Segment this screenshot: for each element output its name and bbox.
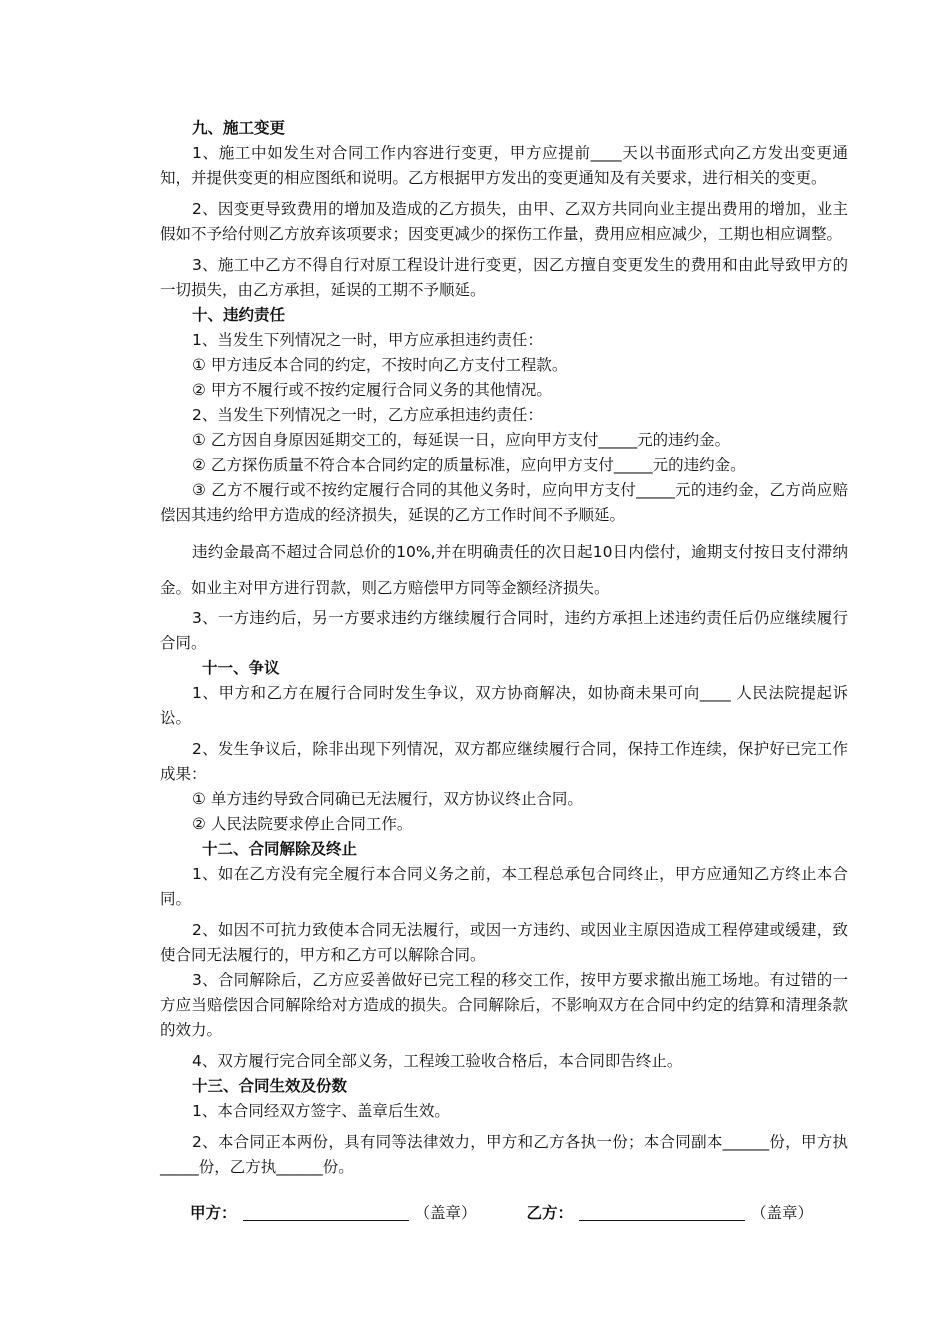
contract-body (160, 116, 848, 1180)
paragraph: 2、发生争议后，除非出现下列情况，双方都应继续履行合同，保持工作连续，保护好已完工作成果： (160, 740, 848, 783)
list-item: ③ 乙方不履行或不按约定履行合同的其他义务时，应向甲方支付_____元的违约金，乙方尚应赔偿因其违约给甲方造成的经济损失，延误的乙方工作时间不予顺延。 (160, 481, 848, 524)
party-b-label: 乙方： (526, 1204, 574, 1222)
section-heading-12: 十二、合同解除及终止 (202, 840, 358, 858)
paragraph: 2、因变更导致费用的增加及造成的乙方损失，由甲、乙双方共同向业主提出费用的增加，业主假如不予给付则乙方放弃该项要求；因变更减少的探伤工作量，费用应相应减少，工期也相应调整。 (160, 200, 848, 243)
party-b-signature-line (579, 1202, 745, 1221)
paragraph: 1、当发生下列情况之一时，甲方应承担违约责任： (192, 331, 543, 349)
list-item: ① 甲方违反本合同的约定，不按时向乙方支付工程款。 (192, 356, 568, 374)
list-item: ① 乙方因自身原因延期交工的，每延误一日，应向甲方支付_____元的违约金。 (192, 431, 731, 449)
section-heading-10: 十、违约责任 (192, 306, 286, 324)
party-b-seal-label: （盖章） (751, 1204, 814, 1222)
paragraph: 违约金最高不超过合同总价的10%,并在明确责任的次日起10日内偿付，逾期支付按日支付滞纳金。如业主对甲方进行罚款，则乙方赔偿甲方同等金额经济损失。 (160, 543, 848, 597)
signature-row (190, 1200, 830, 1226)
paragraph: 2、本合同正本两份，具有同等法律效力，甲方和乙方各执一份；本合同副本______份，甲方执_____份，乙方执______份。 (160, 1133, 848, 1176)
section-heading-11: 十一、争议 (202, 659, 280, 677)
party-a-seal-label: （盖章） (414, 1204, 477, 1222)
paragraph: 3、施工中乙方不得自行对原工程设计进行变更，因乙方擅自变更发生的费用和由此导致甲方的一切损失，由乙方承担，延误的工期不予顺延。 (160, 256, 848, 299)
paragraph: 2、当发生下列情况之一时，乙方应承担违约责任： (192, 406, 543, 424)
paragraph: 1、施工中如发生对合同工作内容进行变更，甲方应提前____天以书面形式向乙方发出变更通知，并提供变更的相应图纸和说明。乙方根据甲方发出的变更通知及有关要求，进行相关的变更。 (160, 144, 848, 187)
list-item: ② 甲方不履行或不按约定履行合同义务的其他情况。 (192, 381, 552, 399)
paragraph: 4、双方履行完合同全部义务，工程竣工验收合格后，本合同即告终止。 (192, 1052, 683, 1070)
section-heading-13: 十三、合同生效及份数 (192, 1077, 348, 1095)
section-heading-9: 九、施工变更 (192, 119, 286, 137)
list-item: ① 单方违约导致合同确已无法履行，双方协议终止合同。 (192, 790, 583, 808)
paragraph: 1、本合同经双方签字、盖章后生效。 (192, 1102, 450, 1120)
paragraph: 2、如因不可抗力致使本合同无法履行，或因一方违约、或因业主原因造成工程停建或缓建，致使合同无法履行的，甲方和乙方可以解除合同。 (160, 921, 848, 964)
list-item: ② 人民法院要求停止合同工作。 (192, 815, 413, 833)
paragraph: 1、如在乙方没有完全履行本合同义务之前，本工程总承包合同终止，甲方应通知乙方终止本合同。 (160, 865, 848, 908)
paragraph: 3、合同解除后，乙方应妥善做好已完工程的移交工作，按甲方要求撤出施工场地。有过错的一方应当赔偿因合同解除给对方造成的损失。合同解除后，不影响双方在合同中约定的结算和清理条款的效力。 (160, 971, 848, 1039)
list-item: ② 乙方探伤质量不符合本合同约定的质量标准，应向甲方支付_____元的违约金。 (192, 456, 746, 474)
paragraph: 1、甲方和乙方在履行合同时发生争议，双方协商解决，如协商未果可向____ 人民法院提起诉讼。 (160, 684, 848, 727)
paragraph: 3、一方违约后，另一方要求违约方继续履行合同时，违约方承担上述违约责任后仍应继续履行合同。 (160, 609, 848, 652)
party-a-signature-line (243, 1202, 409, 1221)
party-a-label: 甲方： (190, 1204, 237, 1222)
